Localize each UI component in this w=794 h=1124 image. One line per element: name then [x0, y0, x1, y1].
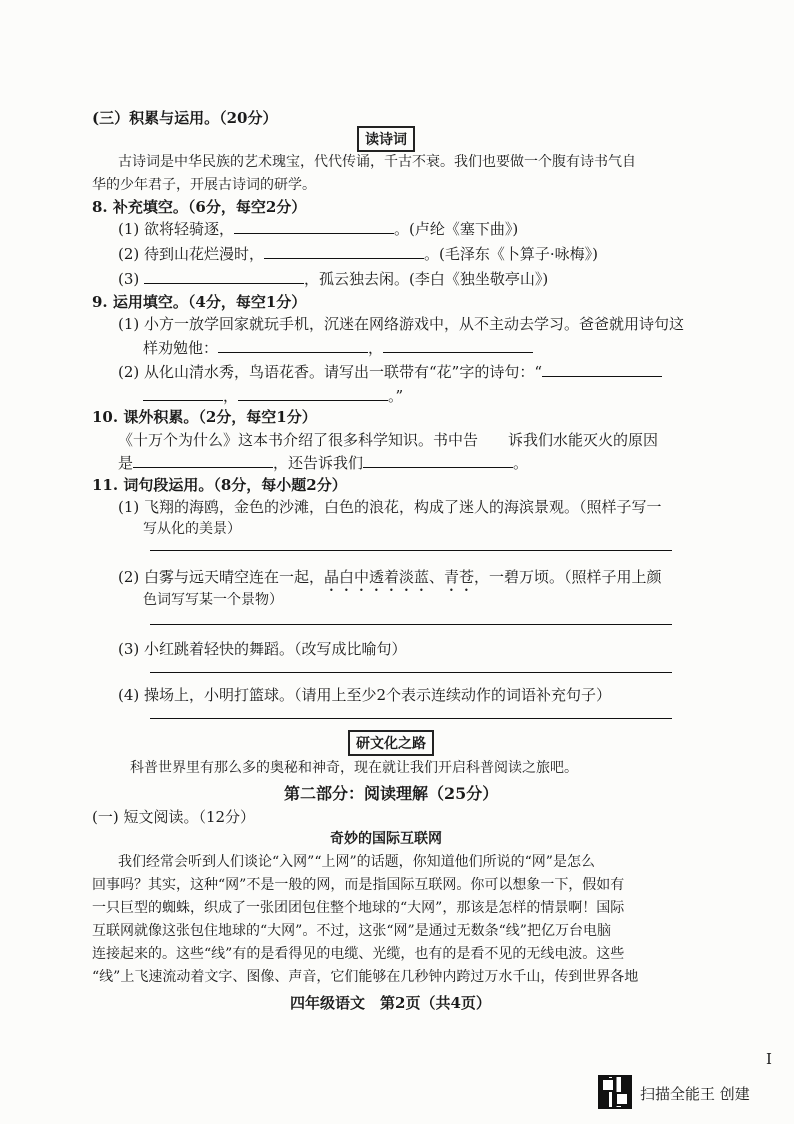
q9-line-2b: [143, 385, 403, 406]
q9-l1b-text: 样劝勉他：: [143, 339, 219, 357]
q11-s1b: 写从化的美景）: [143, 521, 241, 537]
article-line-2: 回事吗？其实，这种“网”不是一般的网，而是指国际互联网。你可以想象一下，假如有: [92, 877, 625, 893]
part2-title: 第二部分：阅读理解（25分）: [284, 784, 499, 803]
culture-box-title: 研文化之路: [348, 730, 434, 756]
article-line-6: “线”上飞速流动着文字、图像、声音，它们能够在几秒钟内跨过万水千山，传到世界各地: [92, 969, 639, 985]
q11-s3: (3) 小红跳着轻快的舞蹈。（改写成比喻句）: [118, 640, 407, 658]
q11-answer-line-1[interactable]: [150, 550, 672, 551]
qr-code-icon: [598, 1075, 632, 1109]
page-footer: 四年级语文 第2页（共4页）: [290, 994, 491, 1012]
q8-l2-source: 。(毛泽东《卜算子·咏梅》): [424, 245, 599, 263]
q11-answer-line-2[interactable]: [150, 624, 672, 625]
q9-blank-4[interactable]: [238, 388, 388, 401]
q10-l2-mid: ，还告诉我们: [273, 454, 364, 472]
q10-blank-1[interactable]: [133, 455, 273, 468]
q9-blank-3b[interactable]: [143, 388, 223, 401]
q8-blank-1[interactable]: [234, 221, 394, 234]
q11-answer-line-3[interactable]: [150, 672, 672, 673]
q11-s2c: 色词写写某一个景物）: [143, 592, 283, 608]
scanner-watermark: 扫描全能王 创建: [640, 1085, 750, 1103]
q9-l2-text: (2) 从化山清水秀，鸟语花香。请写出一联带有“花”字的诗句：“: [118, 363, 543, 381]
section-heading: (三）积累与运用。（20分）: [92, 109, 278, 127]
poetry-box-title: 读诗词: [357, 126, 415, 152]
q9-title: 9. 运用填空。（4分，每空1分）: [92, 293, 307, 311]
q10-title: 10. 课外积累。（2分，每空1分）: [92, 408, 317, 426]
edge-mark: I: [766, 1050, 772, 1068]
article-line-3: 一只巨型的蜘蛛，织成了一张团团包住整个地球的“大网”，那该是怎样的情景啊！国际: [92, 900, 625, 916]
q8-blank-3[interactable]: [144, 271, 304, 284]
q11-s2-dotted: 晶白中透着淡蓝、青苍: [324, 568, 475, 586]
article-line-1: 我们经常会听到人们谈论“入网”“上网”的话题，你知道他们所说的“网”是怎么: [118, 854, 595, 870]
intro-line-1: 古诗词是中华民族的艺术瑰宝，代代传诵，千古不衰。我们也要做一个腹有诗书气自: [118, 154, 636, 170]
q9-end-quote: 。”: [388, 387, 404, 405]
q8-l1-text: (1) 欲将轻骑逐，: [118, 220, 235, 238]
culture-text: 科普世界里有那么多的奥秘和神奇，现在就让我们开启科普阅读之旅吧。: [130, 760, 578, 776]
q8-line-1: [118, 218, 518, 239]
q11-s1: (1) 飞翔的海鸥，金色的沙滩，白色的浪花，构成了迷人的海滨景观。（照样子写一: [118, 498, 662, 516]
q8-l2-text: (2) 待到山花烂漫时，: [118, 245, 265, 263]
q9-line-1b: [143, 337, 533, 358]
article-line-4: 互联网就像这张包住地球的“大网”。不过，这张“网”是通过无数条“线”把亿万台电脑: [92, 923, 611, 939]
q8-l1-source: 。(卢纶《塞下曲》): [394, 220, 519, 238]
q9-comma-2: ，: [223, 387, 239, 405]
part2-subtitle: (一) 短文阅读。（12分）: [92, 808, 256, 826]
q10-line-2: [118, 452, 528, 473]
q10-line-1: 《十万个为什么》这本书介绍了很多科学知识。书中告 诉我们水能灭火的原因: [118, 431, 659, 449]
q11-answer-line-4[interactable]: [150, 718, 672, 719]
article-title: 奇妙的国际互联网: [330, 831, 442, 847]
q8-l3-source: ，孤云独去闲。(李白《独坐敬亭山》): [304, 270, 549, 288]
q9-comma: ，: [368, 339, 384, 357]
q8-line-2: [118, 243, 598, 264]
q10-period: 。: [513, 454, 529, 472]
q10-blank-2[interactable]: [363, 455, 513, 468]
q8-blank-2[interactable]: [264, 246, 424, 259]
q9-blank-3[interactable]: [542, 364, 662, 377]
intro-line-2: 华的少年君子，开展古诗词的研学。: [92, 177, 316, 193]
q11-title: 11. 词句段运用。（8分，每小题2分）: [92, 476, 347, 494]
q11-s2-text: (2) 白雾与远天晴空连在一起，: [118, 568, 325, 586]
q10-l2-text: 是: [118, 454, 134, 472]
q8-line-3: [118, 268, 548, 289]
q8-title: 8. 补充填空。（6分，每空2分）: [92, 198, 307, 216]
q9-line-1: (1) 小方一放学回家就玩手机，沉迷在网络游戏中，从不主动去学习。爸爸就用诗句这: [118, 315, 685, 333]
article-line-5: 连接起来的。这些“线”有的是看得见的电缆、光缆，也有的是看不见的无线电波。这些: [92, 946, 625, 962]
q9-blank-2[interactable]: [383, 340, 533, 353]
q8-l3-num: (3): [118, 270, 140, 288]
q9-blank-1[interactable]: [218, 340, 368, 353]
q9-line-2: [118, 361, 662, 382]
q11-s4: (4) 操场上，小明打篮球。（请用上至少2个表示连续动作的词语补充句子）: [118, 686, 612, 704]
q11-s2-tail: ，一碧万顷。（照样子用上颜: [474, 568, 662, 586]
